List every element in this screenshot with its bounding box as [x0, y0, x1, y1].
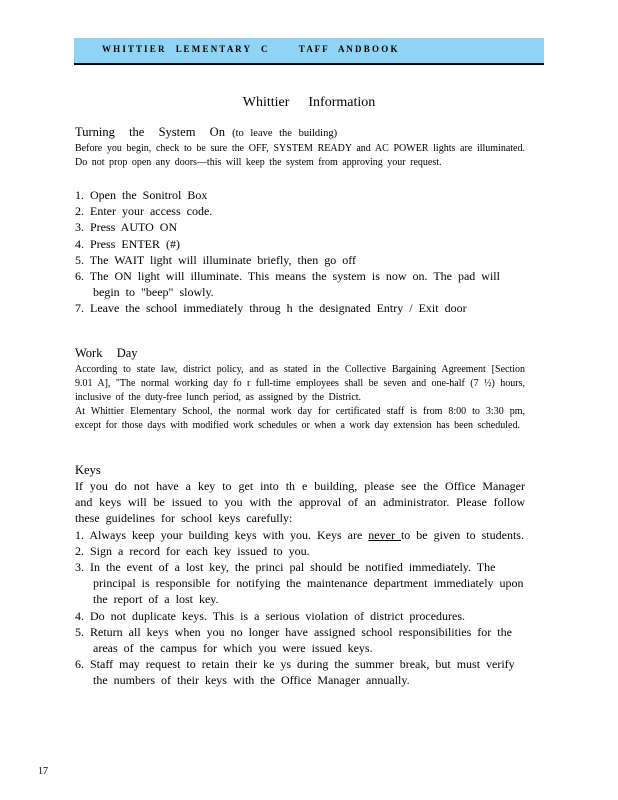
list-item — [75, 527, 525, 543]
list-item: 2. Enter your access code. — [75, 204, 213, 219]
list-item: 5. The WAIT light will illuminate briefly, then go off — [75, 252, 356, 267]
work-day-heading: Work Day — [75, 346, 138, 360]
list-item: 6. The ON light will illuminate. This means the system is now on. The pad will begin to "beep" slowly. — [75, 269, 500, 300]
turning-on-paragraph: Before you begin, check to be sure the OFF, SYSTEM READY and AC POWER lights are illuminated. Do not prop open any doors—this will keep the system from approving your request. — [75, 143, 525, 168]
work-day-paragraph-1: According to state law, district policy, and as stated in the Collective Bargaining Agreement [Section 9.01 A], "The normal working day fo r full-time employees shall be seven and one-half (7 ½) hours, inclusive of the duty-free lunch period, as assigned by the District. — [75, 364, 525, 403]
keys-heading: Keys — [75, 463, 101, 477]
turning-on-heading-note: (to leave the building) — [232, 128, 338, 139]
list-item: 2. Sign a record for each key issued to you. — [75, 543, 310, 558]
turning-on-steps — [75, 187, 525, 317]
page-title: Whittier Information — [242, 95, 376, 110]
turning-on-heading: Turning the System On — [75, 125, 225, 139]
list-item: 3. In the event of a lost key, the princi pal should be notified immediately. The principal is responsible for notifying the maintenance department immediately upon the report of a lost key. — [75, 560, 524, 607]
keys-item1-before: 1. Always keep your building keys with you. Keys are — [75, 527, 369, 542]
keys-section — [75, 463, 525, 689]
keys-intro: If you do not have a key to get into th e building, please see the Office Manager and keys will be issued to you with the approval of an administrator. Please follow these guidelines for school keys carefully: — [75, 479, 525, 526]
list-item: 3. Press AUTO ON — [75, 220, 178, 235]
work-day-section — [75, 346, 525, 433]
keys-item1-after: to be given to students. — [400, 527, 524, 542]
keys-item1-underlined: never — [368, 527, 401, 542]
list-item: 4. Press ENTER (#) — [75, 236, 180, 251]
list-item: 5. Return all keys when you no longer have assigned school responsibilities for the areas of the campus for which you were issued keys. — [75, 624, 512, 656]
section-heading-turning-on — [75, 125, 525, 140]
keys-guidelines — [75, 527, 525, 689]
work-day-paragraph-2: At Whittier Elementary School, the normal work day for certificated staff is from 8:00 to 3:30 pm, except for those days with modified work schedules or when a work day extension has been scheduled. — [75, 406, 525, 431]
page-number: 17 — [38, 766, 48, 777]
list-item: 4. Do not duplicate keys. This is a serious violation of district procedures. — [75, 608, 466, 623]
header-title: W H I T T I E R L E M E N T A R Y C T A F F A N D B O O K — [102, 44, 398, 54]
list-item: 1. Open the Sonitrol Box — [75, 188, 208, 202]
turning-on-section — [75, 125, 525, 317]
header-bar — [74, 38, 544, 65]
list-item: 6. Staff may request to retain their ke ys during the summer break, but must verify the numbers of their keys with the Office Manager annually. — [75, 657, 515, 688]
list-item: 7. Leave the school immediately throug h the designated Entry / Exit door — [75, 301, 467, 316]
